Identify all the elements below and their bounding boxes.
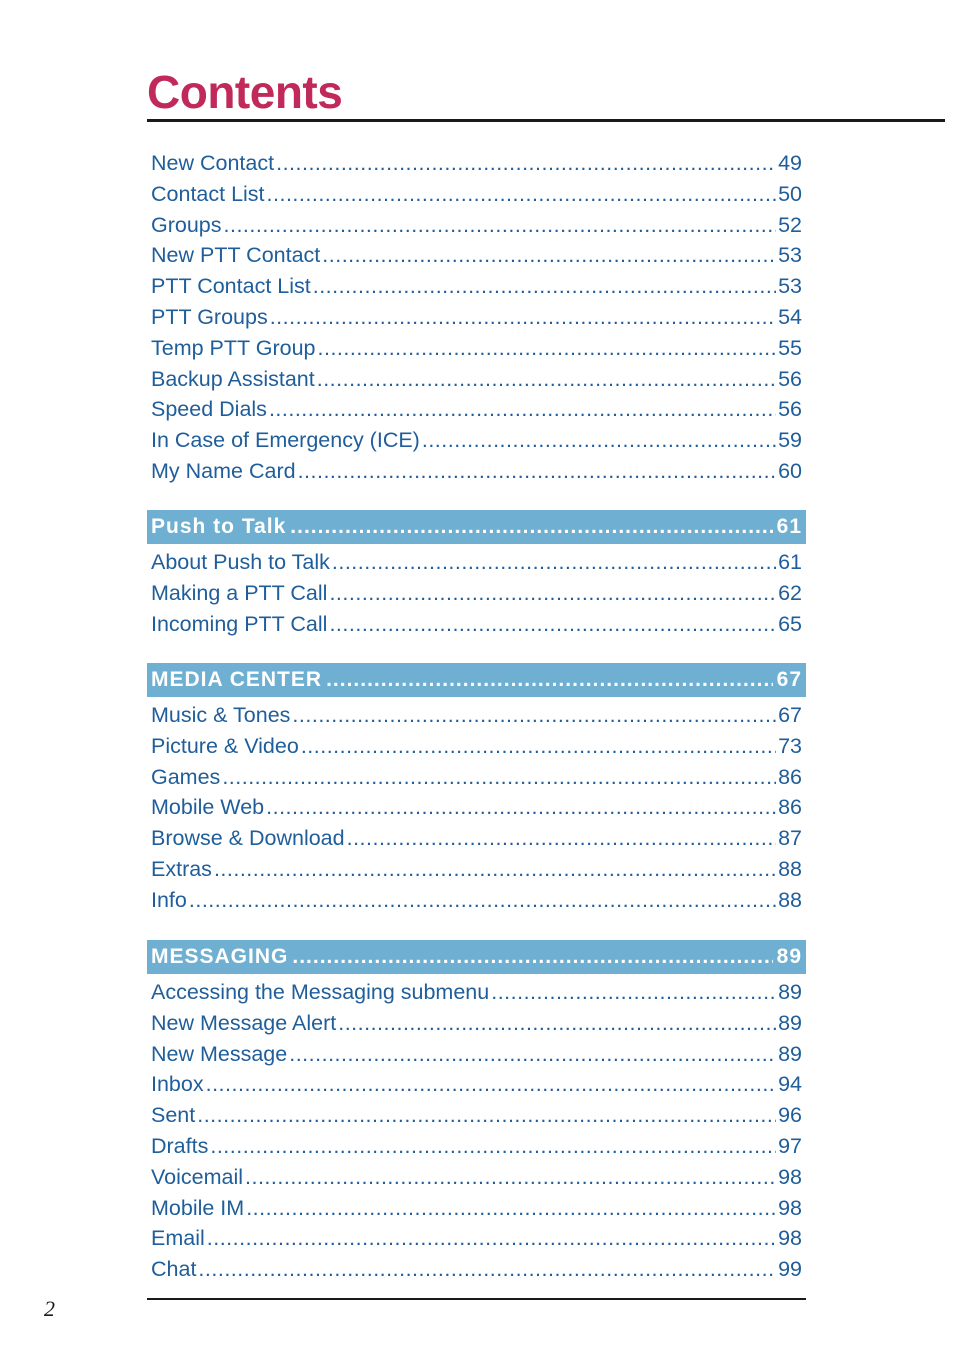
toc-entry[interactable] bbox=[147, 795, 806, 826]
toc-entry-page: 59 bbox=[778, 428, 802, 453]
section-header-label: Push to Talk bbox=[151, 515, 287, 538]
toc-entry-label: Mobile Web bbox=[151, 795, 265, 820]
toc-entry-page: 96 bbox=[778, 1103, 802, 1128]
toc-entry[interactable] bbox=[147, 1011, 806, 1042]
toc-entry-label: Groups bbox=[151, 212, 222, 237]
toc-entry-page: 73 bbox=[778, 733, 802, 758]
toc-entry[interactable] bbox=[147, 1134, 806, 1165]
section-header-label: MEDIA CENTER bbox=[151, 668, 323, 691]
toc-entry-label: Inbox bbox=[151, 1072, 204, 1097]
dot-leader bbox=[210, 1134, 776, 1159]
toc-entry-page: 86 bbox=[778, 795, 802, 820]
toc-entry-label: Drafts bbox=[151, 1133, 209, 1158]
dot-leader bbox=[222, 765, 776, 790]
toc-entry-page: 53 bbox=[778, 274, 802, 299]
toc-entry-label: PTT Contact List bbox=[151, 274, 311, 299]
toc-entry-page: 98 bbox=[778, 1195, 802, 1220]
toc-entry-page: 52 bbox=[778, 212, 802, 237]
toc-group-messaging bbox=[147, 940, 806, 1288]
toc-entry[interactable] bbox=[147, 612, 806, 643]
dot-leader bbox=[245, 1165, 776, 1190]
toc-entry-label: Browse & Download bbox=[151, 826, 345, 851]
toc-entry-page: 65 bbox=[778, 611, 802, 636]
toc-entry-page: 89 bbox=[778, 1010, 802, 1035]
toc-entry-page: 49 bbox=[778, 151, 802, 175]
toc-entry-page: 97 bbox=[778, 1133, 802, 1158]
dot-leader bbox=[206, 1072, 776, 1097]
dot-leader bbox=[189, 888, 776, 913]
toc-entry[interactable] bbox=[147, 151, 806, 182]
toc-entry-label: Games bbox=[151, 764, 221, 789]
section-header-page: 61 bbox=[776, 515, 802, 538]
toc-entry-label: Making a PTT Call bbox=[151, 580, 328, 605]
title-divider bbox=[147, 119, 945, 122]
toc-entry-label: New Message Alert bbox=[151, 1010, 337, 1035]
dot-leader bbox=[290, 515, 772, 539]
toc-entry-label: Picture & Video bbox=[151, 733, 299, 758]
toc-entry-page: 60 bbox=[778, 458, 802, 483]
toc-entry-label: Chat bbox=[151, 1257, 197, 1282]
toc-entry[interactable] bbox=[147, 581, 806, 612]
toc-entry[interactable] bbox=[147, 397, 806, 428]
toc-entry-label: Speed Dials bbox=[151, 397, 267, 422]
toc-entry-label: New Message bbox=[151, 1041, 288, 1066]
page-title: Contents bbox=[147, 66, 343, 118]
footer-divider bbox=[147, 1298, 806, 1300]
toc-entry-label: About Push to Talk bbox=[151, 550, 330, 574]
toc-entry[interactable] bbox=[147, 367, 806, 398]
toc-entry-page: 94 bbox=[778, 1072, 802, 1097]
toc-entry[interactable] bbox=[147, 1226, 806, 1257]
toc-entry[interactable] bbox=[147, 888, 806, 919]
toc-entry-label: My Name Card bbox=[151, 458, 296, 483]
toc-entry[interactable] bbox=[147, 857, 806, 888]
toc-entry-label: Accessing the Messaging submenu bbox=[151, 980, 490, 1004]
toc-entry[interactable] bbox=[147, 1072, 806, 1103]
toc-entry-page: 50 bbox=[778, 181, 802, 206]
dot-leader bbox=[318, 336, 777, 361]
toc-entry[interactable] bbox=[147, 980, 806, 1011]
toc-entry-label: Backup Assistant bbox=[151, 366, 315, 391]
toc-entry-page: 67 bbox=[778, 703, 802, 727]
dot-leader bbox=[347, 826, 776, 851]
dot-leader bbox=[276, 151, 776, 176]
dot-leader bbox=[332, 550, 776, 575]
dot-leader bbox=[289, 1042, 776, 1067]
toc-entry[interactable] bbox=[147, 826, 806, 857]
toc-entry-label: New PTT Contact bbox=[151, 243, 321, 268]
dot-leader bbox=[317, 367, 776, 392]
toc-entry-page: 55 bbox=[778, 335, 802, 360]
toc-entry-page: 88 bbox=[778, 856, 802, 881]
dot-leader bbox=[292, 703, 776, 728]
dot-leader bbox=[491, 980, 776, 1005]
section-header-media-center[interactable] bbox=[147, 663, 806, 697]
page-number: 2 bbox=[44, 1296, 55, 1321]
toc-entry[interactable] bbox=[147, 1103, 806, 1134]
section-header-messaging[interactable] bbox=[147, 940, 806, 974]
dot-leader bbox=[270, 305, 776, 330]
section-header-page: 67 bbox=[776, 668, 802, 691]
toc-entry-label: Email bbox=[151, 1226, 205, 1251]
toc-entry-label: PTT Groups bbox=[151, 304, 268, 329]
toc-entry[interactable] bbox=[147, 459, 806, 490]
dot-leader bbox=[301, 734, 776, 759]
dot-leader bbox=[292, 945, 772, 969]
toc-entry[interactable] bbox=[147, 428, 806, 459]
toc-entry-page: 89 bbox=[778, 980, 802, 1004]
toc-group-media-center bbox=[147, 663, 806, 919]
toc-entry-label: Incoming PTT Call bbox=[151, 611, 328, 636]
dot-leader bbox=[338, 1011, 776, 1036]
toc-entry-page: 99 bbox=[778, 1257, 802, 1282]
toc-entry[interactable] bbox=[147, 213, 806, 244]
toc-entry[interactable] bbox=[147, 734, 806, 765]
toc-group-contacts bbox=[147, 151, 806, 490]
toc-group-push-to-talk bbox=[147, 510, 806, 642]
toc-entry-label: In Case of Emergency (ICE) bbox=[151, 428, 420, 453]
dot-leader bbox=[322, 243, 776, 268]
toc-entry-label: Voicemail bbox=[151, 1164, 244, 1189]
toc-entry-page: 88 bbox=[778, 887, 802, 912]
toc-entry-page: 53 bbox=[778, 243, 802, 268]
toc-entry-page: 87 bbox=[778, 826, 802, 851]
toc-entry-label: Temp PTT Group bbox=[151, 335, 316, 360]
toc-entry-page: 56 bbox=[778, 366, 802, 391]
dot-leader bbox=[214, 857, 776, 882]
dot-leader bbox=[422, 428, 776, 453]
toc-entry-page: 86 bbox=[778, 764, 802, 789]
dot-leader bbox=[224, 213, 777, 238]
toc-entry[interactable] bbox=[147, 1257, 806, 1288]
dot-leader bbox=[313, 274, 776, 299]
dot-leader bbox=[269, 397, 776, 422]
dot-leader bbox=[197, 1103, 776, 1128]
toc-entry[interactable] bbox=[147, 182, 806, 213]
toc-entry[interactable] bbox=[147, 1196, 806, 1227]
toc-entry[interactable] bbox=[147, 336, 806, 367]
toc-entry-label: New Contact bbox=[151, 151, 275, 175]
section-header-label: MESSAGING bbox=[151, 945, 289, 968]
toc-entry-label: Mobile IM bbox=[151, 1195, 245, 1220]
toc-entry-label: Info bbox=[151, 887, 187, 912]
toc-entry[interactable] bbox=[147, 274, 806, 305]
toc-entry[interactable] bbox=[147, 703, 806, 734]
dot-leader bbox=[298, 459, 777, 484]
dot-leader bbox=[198, 1257, 776, 1282]
section-header-page: 89 bbox=[776, 945, 802, 968]
toc-entry-label: Contact List bbox=[151, 181, 265, 206]
toc-entry-label: Extras bbox=[151, 856, 212, 881]
toc-entry[interactable] bbox=[147, 550, 806, 581]
toc-entry-page: 56 bbox=[778, 397, 802, 422]
toc-entry-page: 62 bbox=[778, 580, 802, 605]
section-header-push-to-talk[interactable] bbox=[147, 510, 806, 544]
dot-leader bbox=[246, 1196, 776, 1221]
toc-entry[interactable] bbox=[147, 243, 806, 274]
dot-leader bbox=[326, 668, 773, 692]
dot-leader bbox=[329, 612, 776, 637]
toc-entry-page: 89 bbox=[778, 1041, 802, 1066]
toc-entry-label: Sent bbox=[151, 1103, 196, 1128]
toc-entry-page: 54 bbox=[778, 304, 802, 329]
toc-entry-label: Music & Tones bbox=[151, 703, 291, 727]
dot-leader bbox=[267, 182, 777, 207]
toc-entry[interactable] bbox=[147, 1165, 806, 1196]
toc-entry[interactable] bbox=[147, 765, 806, 796]
dot-leader bbox=[207, 1226, 776, 1251]
dot-leader bbox=[329, 581, 776, 606]
toc-entry-page: 98 bbox=[778, 1164, 802, 1189]
toc-entry-page: 61 bbox=[778, 550, 802, 574]
toc-entry[interactable] bbox=[147, 1042, 806, 1073]
toc-entry-page: 98 bbox=[778, 1226, 802, 1251]
toc-entry[interactable] bbox=[147, 305, 806, 336]
dot-leader bbox=[266, 795, 776, 820]
